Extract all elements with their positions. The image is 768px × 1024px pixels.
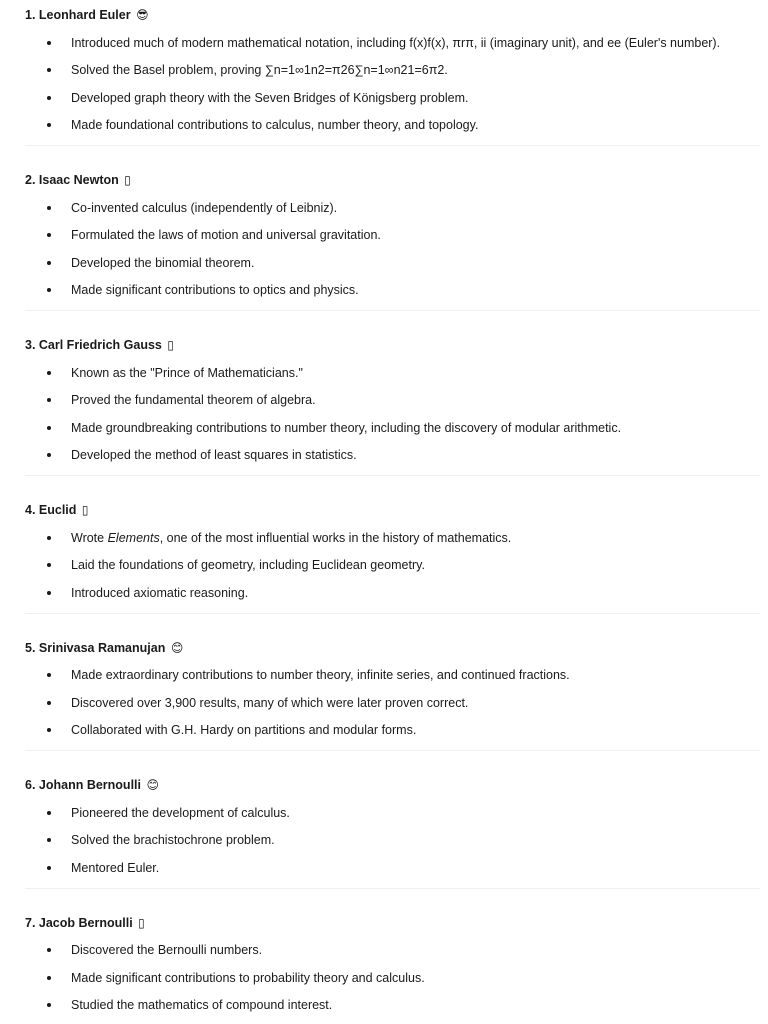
emoji-icon: ▯	[124, 173, 131, 187]
bullet-list	[25, 35, 760, 134]
bullet-icon	[47, 68, 51, 72]
heading-text: 4. Euclid	[25, 503, 77, 517]
bullet-icon	[47, 838, 51, 842]
list-item-text: Co-invented calculus (independently of Leibniz).	[71, 200, 338, 215]
bullet-icon	[47, 563, 51, 567]
list-item	[25, 35, 760, 51]
bullet-icon	[47, 976, 51, 980]
emoji-icon: 😎	[136, 8, 149, 22]
list-item-text: Studied the mathematics of compound interest.	[71, 998, 333, 1012]
heading-text: 7. Jacob Bernoulli	[25, 915, 133, 930]
list-item-text: Discovered the Bernoulli numbers.	[71, 943, 263, 957]
list-item	[25, 117, 760, 133]
list-item	[25, 860, 760, 876]
bullet-icon	[47, 536, 51, 540]
emoji-icon: ▯	[167, 338, 174, 352]
bullet-icon	[47, 591, 51, 595]
bullet-icon	[47, 371, 51, 375]
list-item-text: Mentored Euler.	[71, 860, 160, 875]
heading-text: 3. Carl Friedrich Gauss	[25, 338, 162, 352]
list-item-text: Collaborated with G.H. Hardy on partitions and modular forms.	[71, 723, 417, 737]
list-item-text: Proved the fundamental theorem of algebra.	[71, 393, 316, 407]
section-heading	[25, 777, 760, 793]
list-item	[25, 530, 760, 546]
list-item-text-pre: Wrote	[71, 530, 108, 545]
list-item	[25, 997, 760, 1013]
emoji-icon: 😊	[170, 640, 184, 655]
list-item	[25, 392, 760, 408]
section-euler	[25, 0, 760, 146]
bullet-icon	[47, 123, 51, 127]
bullet-list	[25, 200, 760, 299]
bullet-icon	[47, 398, 51, 402]
list-item	[25, 832, 760, 848]
list-item-text: Formulated the laws of motion and universal gravitation.	[71, 228, 381, 242]
bullet-list	[25, 942, 760, 1013]
list-item	[25, 227, 760, 243]
list-item	[25, 282, 760, 298]
list-item-text: Introduced much of modern mathematical notation, including f(x)f(x), πrπ, ii (imaginary unit), and ee (Euler's number).	[71, 35, 721, 50]
bullet-icon	[47, 728, 51, 732]
list-item	[25, 585, 760, 601]
list-item	[25, 90, 760, 106]
list-item-text: Developed graph theory with the Seven Bridges of Königsberg problem.	[71, 90, 469, 105]
list-item	[25, 805, 760, 821]
bullet-icon	[47, 701, 51, 705]
list-item-text-post: , one of the most influential works in the history of mathematics.	[159, 530, 512, 545]
list-item-text: Discovered over 3,900 results, many of which were later proven correct.	[71, 695, 469, 710]
list-item	[25, 942, 760, 958]
section-heading	[25, 337, 760, 353]
bullet-icon	[47, 673, 51, 677]
list-item	[25, 970, 760, 986]
bullet-icon	[47, 866, 51, 870]
bullet-icon	[47, 453, 51, 457]
list-item-text: Made extraordinary contributions to number theory, infinite series, and continued fractions.	[71, 668, 570, 682]
section-newton	[25, 146, 760, 311]
heading-text: 6. Johann Bernoulli	[25, 778, 141, 792]
list-item	[25, 420, 760, 436]
bullet-icon	[47, 233, 51, 237]
list-item-text: Pioneered the development of calculus.	[71, 805, 290, 820]
list-item-text: Made significant contributions to probability theory and calculus.	[71, 970, 425, 985]
section-euclid	[25, 476, 760, 614]
bullet-icon	[47, 948, 51, 952]
list-item	[25, 667, 760, 683]
section-ramanujan	[25, 614, 760, 752]
list-item	[25, 557, 760, 573]
list-item	[25, 722, 760, 738]
section-heading	[25, 172, 760, 188]
emoji-icon: ▯	[81, 503, 89, 517]
bullet-list	[25, 805, 760, 876]
list-item-text: Made foundational contributions to calculus, number theory, and topology.	[71, 118, 479, 132]
bullet-icon	[47, 261, 51, 265]
list-item-text: Known as the "Prince of Mathematicians."	[71, 365, 303, 380]
bullet-icon	[47, 1003, 51, 1007]
list-item	[25, 695, 760, 711]
section-johann-bernoulli	[25, 751, 760, 889]
section-heading	[25, 640, 760, 656]
list-item-text: Made groundbreaking contributions to number theory, including the discovery of modular arithmetic.	[71, 420, 622, 435]
bullet-list	[25, 667, 760, 738]
list-item	[25, 365, 760, 381]
list-item-text: Solved the brachistochrone problem.	[71, 833, 275, 847]
list-item-text: Developed the method of least squares in statistics.	[71, 448, 357, 462]
list-item-text: Introduced axiomatic reasoning.	[71, 585, 249, 600]
bullet-list	[25, 530, 760, 601]
section-gauss	[25, 311, 760, 476]
heading-text: 5. Srinivasa Ramanujan	[25, 640, 166, 655]
section-heading	[25, 915, 760, 931]
heading-text: 2. Isaac Newton	[25, 173, 119, 187]
bullet-icon	[47, 41, 51, 45]
list-item	[25, 200, 760, 216]
list-item	[25, 62, 760, 78]
emoji-icon: 😊	[146, 778, 159, 792]
list-item-text: Made significant contributions to optics and physics.	[71, 283, 359, 297]
bullet-icon	[47, 96, 51, 100]
bullet-icon	[47, 206, 51, 210]
list-item	[25, 255, 760, 271]
section-heading	[25, 502, 760, 518]
section-heading	[25, 7, 760, 23]
bullet-list	[25, 365, 760, 464]
emoji-icon: ▯	[138, 915, 145, 930]
book-title: Elements	[107, 530, 160, 545]
list-item	[25, 447, 760, 463]
list-item-text: Laid the foundations of geometry, including Euclidean geometry.	[71, 558, 425, 572]
section-jacob-bernoulli	[25, 889, 760, 1014]
bullet-icon	[47, 426, 51, 430]
heading-text: 1. Leonhard Euler	[25, 8, 131, 22]
list-item-text: Developed the binomial theorem.	[71, 255, 255, 270]
bullet-icon	[47, 288, 51, 292]
bullet-icon	[47, 811, 51, 815]
list-item-text: Solved the Basel problem, proving ∑n=1∞1n2=π26∑n=1∞n21=6π2.	[71, 63, 448, 77]
